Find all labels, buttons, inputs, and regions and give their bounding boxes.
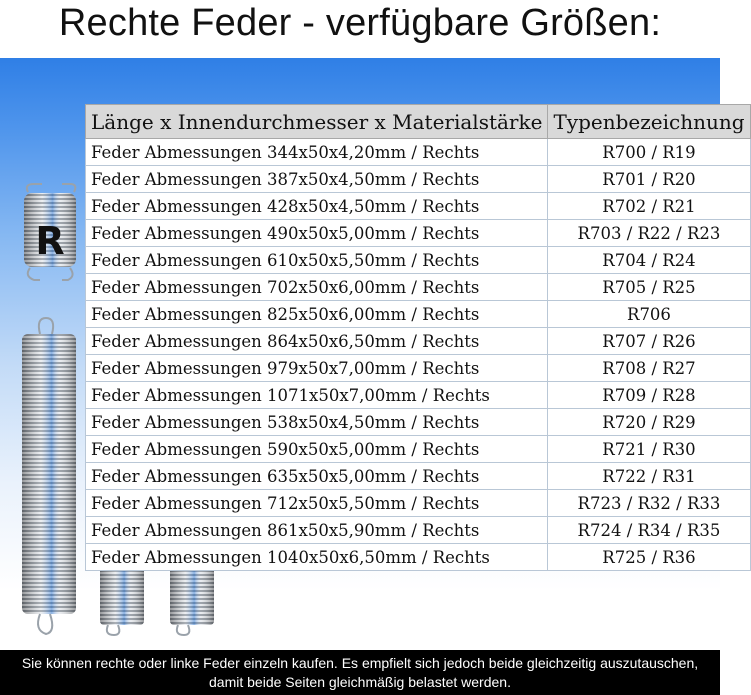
medium-spring-icon [100, 567, 144, 635]
table-row [86, 517, 751, 544]
table-row [86, 193, 751, 220]
type-cell: R708 / R27 [548, 355, 750, 382]
dimensions-cell: Feder Abmessungen 712x50x5,50mm / Rechts [86, 490, 548, 517]
dimensions-cell: Feder Abmessungen 1040x50x6,50mm / Rechts [86, 544, 548, 571]
table-row [86, 409, 751, 436]
type-cell: R709 / R28 [548, 382, 750, 409]
footer-note [0, 650, 720, 695]
medium-spring-icon [170, 567, 214, 635]
type-cell: R707 / R26 [548, 328, 750, 355]
dimensions-cell: Feder Abmessungen 590x50x5,00mm / Rechts [86, 436, 548, 463]
dimensions-cell: Feder Abmessungen 1071x50x7,00mm / Rechts [86, 382, 548, 409]
table-row [86, 301, 751, 328]
type-cell: R701 / R20 [548, 166, 750, 193]
type-cell: R724 / R34 / R35 [548, 517, 750, 544]
table-row [86, 382, 751, 409]
dimensions-cell: Feder Abmessungen 825x50x6,00mm / Rechts [86, 301, 548, 328]
table-row [86, 328, 751, 355]
footer-line-1: Sie können rechte oder linke Feder einzeln kaufen. Es empfielt sich jedoch beide gleichzeitig auszutauschen, [21, 655, 699, 671]
dimensions-cell: Feder Abmessungen 490x50x5,00mm / Rechts [86, 220, 548, 247]
type-cell: R706 [548, 301, 750, 328]
type-cell: R722 / R31 [548, 463, 750, 490]
table-header-row [86, 105, 751, 139]
dimensions-cell: Feder Abmessungen 702x50x6,00mm / Rechts [86, 274, 548, 301]
table-row [86, 220, 751, 247]
dimensions-cell: Feder Abmessungen 610x50x5,50mm / Rechts [86, 247, 548, 274]
dimensions-cell: Feder Abmessungen 344x50x4,20mm / Rechts [86, 139, 548, 166]
r-badge-letter: R [35, 219, 65, 263]
type-cell: R700 / R19 [548, 139, 750, 166]
long-spring-icon [22, 318, 76, 634]
table-row [86, 247, 751, 274]
dimensions-cell: Feder Abmessungen 979x50x7,00mm / Rechts [86, 355, 548, 382]
dimensions-cell: Feder Abmessungen 861x50x5,90mm / Rechts [86, 517, 548, 544]
spring-sizes-table [85, 104, 751, 571]
table-row [86, 274, 751, 301]
dimensions-cell: Feder Abmessungen 864x50x6,50mm / Rechts [86, 328, 548, 355]
dimensions-cell: Feder Abmessungen 635x50x5,00mm / Rechts [86, 463, 548, 490]
table-row [86, 436, 751, 463]
dimensions-cell: Feder Abmessungen 538x50x4,50mm / Rechts [86, 409, 548, 436]
type-cell: R720 / R29 [548, 409, 750, 436]
type-cell: R705 / R25 [548, 274, 750, 301]
footer-line-2: damit beide Seiten gleichmäßig belastet werden. [209, 674, 511, 690]
type-cell: R721 / R30 [548, 436, 750, 463]
table-row [86, 544, 751, 571]
type-cell: R703 / R22 / R23 [548, 220, 750, 247]
table-row [86, 490, 751, 517]
table-row [86, 166, 751, 193]
type-cell: R723 / R32 / R33 [548, 490, 750, 517]
page-title: Rechte Feder - verfügbare Größen: [58, 2, 662, 44]
table-row [86, 355, 751, 382]
dimensions-cell: Feder Abmessungen 428x50x4,50mm / Rechts [86, 193, 548, 220]
table-row [86, 139, 751, 166]
table-row [86, 463, 751, 490]
type-cell: R702 / R21 [548, 193, 750, 220]
type-cell: R725 / R36 [548, 544, 750, 571]
column-header-dimensions: Länge x Innendurchmesser x Materialstärke [86, 105, 548, 139]
type-cell: R704 / R24 [548, 247, 750, 274]
dimensions-cell: Feder Abmessungen 387x50x4,50mm / Rechts [86, 166, 548, 193]
column-header-type: Typenbezeichnung [548, 105, 750, 139]
